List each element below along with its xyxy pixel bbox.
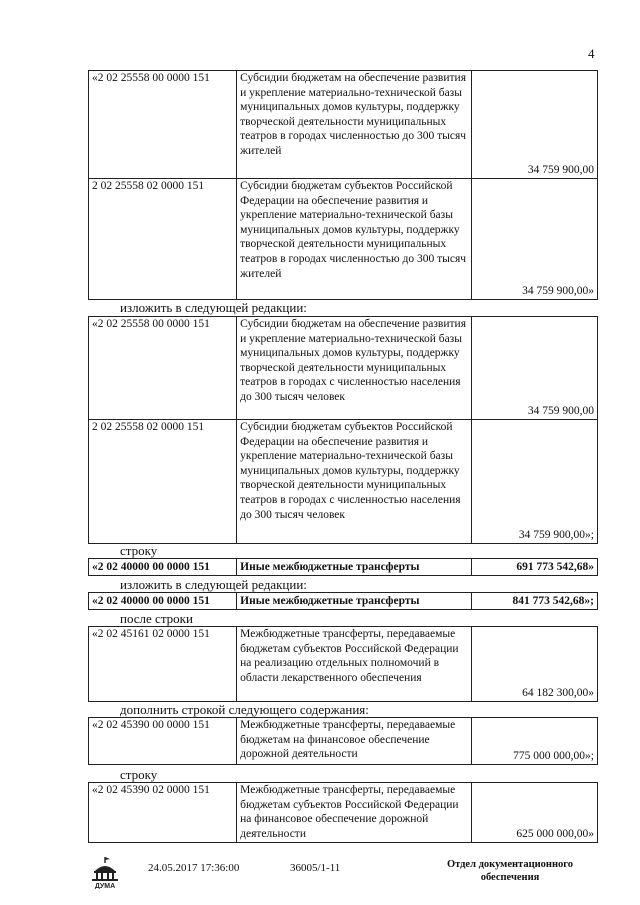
table-row	[89, 718, 598, 765]
logo-caption: ДУМА	[94, 883, 116, 889]
instruction-phrase: строку	[120, 767, 158, 782]
budget-table-medicine	[88, 626, 598, 702]
budget-table-old	[88, 70, 598, 300]
table-row	[89, 559, 598, 576]
budget-code: «2 02 25558 00 0000 151	[89, 317, 237, 420]
budget-description: Иные межбюджетные трансферты	[237, 593, 472, 610]
budget-description: Субсидии бюджетам субъектов Российской Федерации на обеспечение развития и укрепление материально-технической базы муниципальных домов культуры, поддержку творческой деятельности муниципальных театров в городах с численностью населения до 300 тысяч человек	[237, 420, 472, 544]
budget-table-new	[88, 316, 598, 544]
budget-table-road-new	[88, 717, 598, 765]
budget-table-transfers-old	[88, 558, 598, 576]
budget-description: Межбюджетные трансферты, передаваемые бюджетам субъектов Российской Федерации на реализацию отдельных полномочий в области лекарственного обеспечения	[237, 627, 472, 702]
page-number: 4	[588, 46, 595, 61]
budget-code: 2 02 25558 02 0000 151	[89, 179, 237, 300]
budget-description: Субсидии бюджетам на обеспечение развития и укрепление материально-технической базы муниципальных домов культуры, поддержку творческой деятельности муниципальных театров в городах с численностью населения до 300 тысяч человек	[237, 317, 472, 420]
footer-doc-number: 36005/1-11	[290, 862, 341, 874]
budget-code: «2 02 25558 00 0000 151	[89, 71, 237, 179]
budget-amount: 775 000 000,00»;	[472, 718, 598, 765]
instruction-phrase: строку	[120, 543, 158, 558]
budget-description: Межбюджетные трансферты, передаваемые бюджетам субъектов Российской Федерации на финансовое обеспечение дорожной деятельности	[237, 783, 472, 843]
budget-code: «2 02 40000 00 0000 151	[89, 559, 237, 576]
budget-amount: 34 759 900,00	[472, 317, 598, 420]
table-row	[89, 317, 598, 420]
budget-description: Субсидии бюджетам субъектов Российской Федерации на обеспечение развития и укрепление материально-технической базы муниципальных домов культуры, поддержку творческой деятельности муниципальных театров в городах численностью до 300 тысяч жителей	[237, 179, 472, 300]
budget-description: Иные межбюджетные трансферты	[237, 559, 472, 576]
budget-amount: 841 773 542,68»;	[472, 593, 598, 610]
department-line: Отдел документационного	[446, 859, 574, 870]
instruction-phrase: после строки	[120, 611, 193, 626]
instruction-phrase: изложить в следующей редакции:	[120, 577, 307, 592]
table-row	[89, 627, 598, 702]
budget-amount: 64 182 300,00»	[472, 627, 598, 702]
table-row	[89, 593, 598, 610]
budget-description: Межбюджетные трансферты, передаваемые бюджетам на финансовое обеспечение дорожной деятельности	[237, 718, 472, 765]
instruction-phrase: дополнить строкой следующего содержания:	[120, 702, 369, 717]
budget-code: 2 02 25558 02 0000 151	[89, 420, 237, 544]
budget-code: «2 02 45390 02 0000 151	[89, 783, 237, 843]
duma-logo	[88, 855, 122, 894]
table-row	[89, 783, 598, 843]
table-row	[89, 420, 598, 544]
department-line: обеспечения	[480, 872, 540, 883]
footer-department	[440, 858, 580, 884]
table-row	[89, 179, 598, 300]
budget-amount: 34 759 900,00»;	[472, 420, 598, 544]
budget-description: Субсидии бюджетам на обеспечение развития и укрепление материально-технической базы муниципальных домов культуры, поддержку творческой деятельности муниципальных театров в городах численностью до 300 тысяч жителей	[237, 71, 472, 179]
budget-table-road-regions	[88, 782, 598, 843]
table-row	[89, 71, 598, 179]
budget-table-transfers-new	[88, 592, 598, 610]
budget-code: «2 02 45161 02 0000 151	[89, 627, 237, 702]
budget-amount: 625 000 000,00»	[472, 783, 598, 843]
building-icon	[88, 855, 122, 889]
budget-amount: 691 773 542,68»	[472, 559, 598, 576]
budget-code: «2 02 40000 00 0000 151	[89, 593, 237, 610]
instruction-phrase: изложить в следующей редакции:	[120, 300, 307, 315]
budget-code: «2 02 45390 00 0000 151	[89, 718, 237, 765]
budget-amount: 34 759 900,00	[472, 71, 598, 179]
budget-amount: 34 759 900,00»	[472, 179, 598, 300]
footer-datetime: 24.05.2017 17:36:00	[148, 862, 240, 874]
